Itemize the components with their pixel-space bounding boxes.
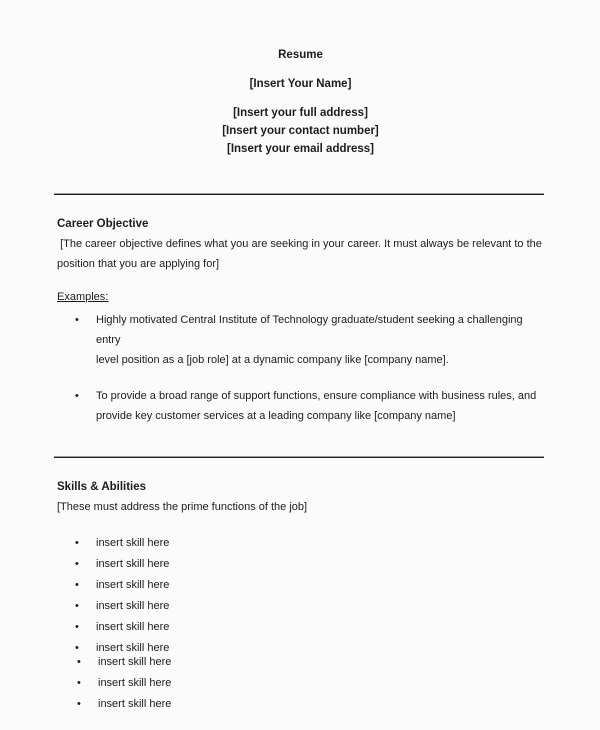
section-divider-top [54,193,544,195]
example-line: To provide a broad range of support functions, ensure compliance with business rules, and [96,390,537,402]
skill-text: insert skill here [98,698,172,710]
bullet-icon: • [75,537,79,549]
bullet-icon: • [75,558,79,570]
list-item [57,599,544,613]
list-item [59,676,544,690]
name-placeholder: [Insert Your Name] [249,78,352,90]
skills-subtitle: [These must address the prime functions of the job] [57,501,308,513]
skills-heading: Skills & Abilities [57,481,147,493]
list-item [59,697,544,711]
bullet-icon: • [77,677,81,689]
bullet-icon: • [75,600,79,612]
example-line: level position as a [job role] at a dynamic company like [company name]. [96,354,449,366]
list-item [57,536,544,550]
address-placeholder: [Insert your full address] [233,107,368,119]
bullet-icon: • [77,656,81,668]
skill-text: insert skill here [96,600,170,612]
bullet-icon: • [75,579,79,591]
contact-number-placeholder: [Insert your contact number] [222,125,379,137]
description-line: [The career objective defines what you are seeking in your career. It must always be relevant to the [57,238,542,250]
list-item [57,641,544,655]
bullet-icon: • [77,698,81,710]
bullet-icon: • [75,621,79,633]
section-divider-middle [54,456,544,458]
list-item [57,578,544,592]
example-text [96,310,544,370]
career-objective-description [57,234,544,274]
list-item [57,386,544,426]
examples-label: Examples: [57,291,109,303]
bullet-icon: • [75,314,79,326]
email-placeholder: [Insert your email address] [227,143,374,155]
skill-text: insert skill here [96,621,170,633]
example-text [96,386,536,426]
example-line: provide key customer services at a leading company like [company name] [96,410,456,422]
list-item [59,655,544,669]
skill-text: insert skill here [96,642,170,654]
skill-text: insert skill here [98,656,172,668]
description-line: position that you are applying for] [57,258,220,270]
career-objective-section [57,214,544,426]
skills-section [57,477,544,711]
contact-block [57,104,544,158]
list-item [57,557,544,571]
example-line: Highly motivated Central Institute of Technology graduate/student seeking a challenging entry [96,314,526,346]
skills-list [57,536,544,711]
list-item [57,620,544,634]
career-objective-heading: Career Objective [57,218,149,230]
list-item [57,310,544,370]
bullet-icon: • [75,642,79,654]
document-title: Resume [278,49,323,61]
skill-text: insert skill here [96,537,170,549]
examples-list [57,310,544,426]
bullet-icon: • [75,390,79,402]
skill-text: insert skill here [96,579,170,591]
skill-text: insert skill here [96,558,170,570]
skill-text: insert skill here [98,677,172,689]
